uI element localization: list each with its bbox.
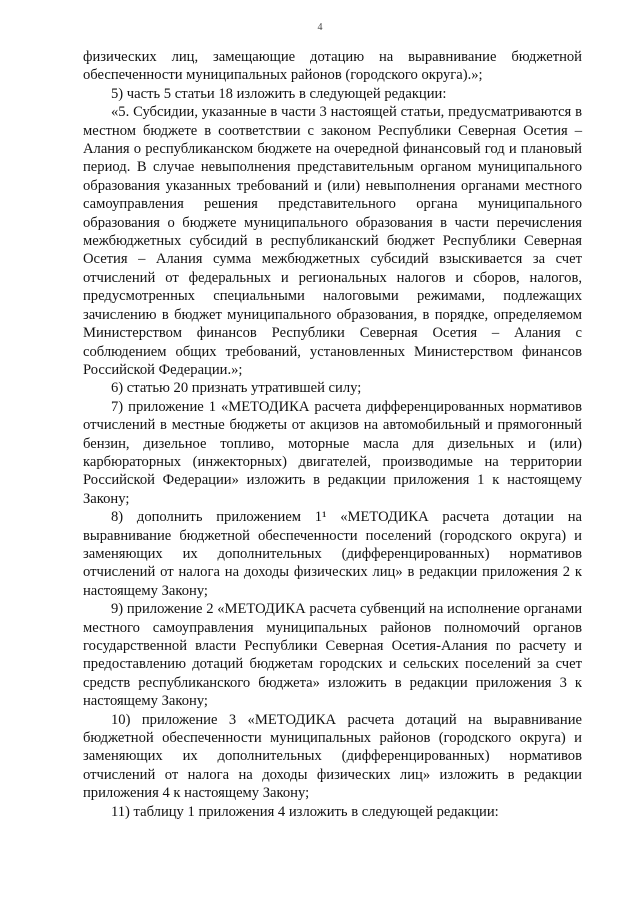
document-body [83, 48, 582, 821]
paragraph-item-5: 5) часть 5 статьи 18 изложить в следующей редакции: [111, 85, 447, 102]
paragraph-item-9: 9) приложение 2 «МЕТОДИКА расчета субвенций на исполнение органами местного самоуправления муниципальных районов полномочий органов государственной власти Республики Северная Осетия-Алания по расчету и предоставлению дотаций бюджетам городских и сельских поселений за счет средств республиканского бюджета» изложить в редакции приложения 3 к настоящему Закону; [83, 601, 582, 710]
paragraph-item-8: 8) дополнить приложением 1¹ «МЕТОДИКА расчета дотации на выравнивание бюджетной обеспеченности поселений (городского округа) и заменяющих их дополнительных (дифференцированных) нормативов отчислений от налога на доходы физических лиц» в редакции приложения 2 к настоящему Закону; [83, 509, 582, 599]
paragraph-item-10: 10) приложение 3 «МЕТОДИКА расчета дотаций на выравнивание бюджетной обеспеченности муниципальных районов (городского округа) и заменяющих их дополнительных (дифференцированных) нормативов отчислений от налога на доходы физических лиц» изложить в редакции приложения 4 к настоящему Закону; [83, 711, 582, 802]
paragraph-item-6: 6) статью 20 признать утратившей силу; [111, 380, 362, 397]
paragraph-continuation: физических лиц, замещающие дотацию на выравнивание бюджетной обеспеченности муниципальных районов (городского округа).»; [83, 49, 582, 84]
page-number: 4 [317, 22, 323, 33]
paragraph-item-11: 11) таблицу 1 приложения 4 изложить в следующей редакции: [111, 803, 499, 820]
paragraph-item-7: 7) приложение 1 «МЕТОДИКА расчета дифференцированных нормативов отчислений в местные бюджеты от акцизов на автомобильный и прямогонный бензин, дизельное топливо, моторные масла для дизельных и (или) карбюраторных (инжекторных) двигателей, производимые на территории Российской Федерации» изложить в редакции приложения 1 к настоящему Закону; [83, 398, 582, 507]
paragraph-article-5-text: «5. Субсидии, указанные в части 3 настоящей статьи, предусматриваются в местном бюджете в соответствии с законом Республики Северная Осетия – Алания о республиканском бюджете на очередной финансовый год и плановый период. В случае невыполнения представительным органом муниципального образования указанных требований и (или) невыполнения органами местного самоуправления решения представительного органа муниципального образования о бюджете муниципального образования в части перечисления межбюджетных субсидий в республиканский бюджет Республики Северная Осетия – Алания сумма межбюджетных субсидий взыскивается за счет отчислений от федеральных и региональных налогов и сборов, налогов, предусмотренных специальными налоговыми режимами, подлежащих зачислению в бюджет муниципального образования, в порядке, определяемом Министерством финансов Республики Северная Осетия – Алания с соблюдением общих требований, установленных Министерством финансов Российской Федерации.»; [83, 104, 582, 378]
